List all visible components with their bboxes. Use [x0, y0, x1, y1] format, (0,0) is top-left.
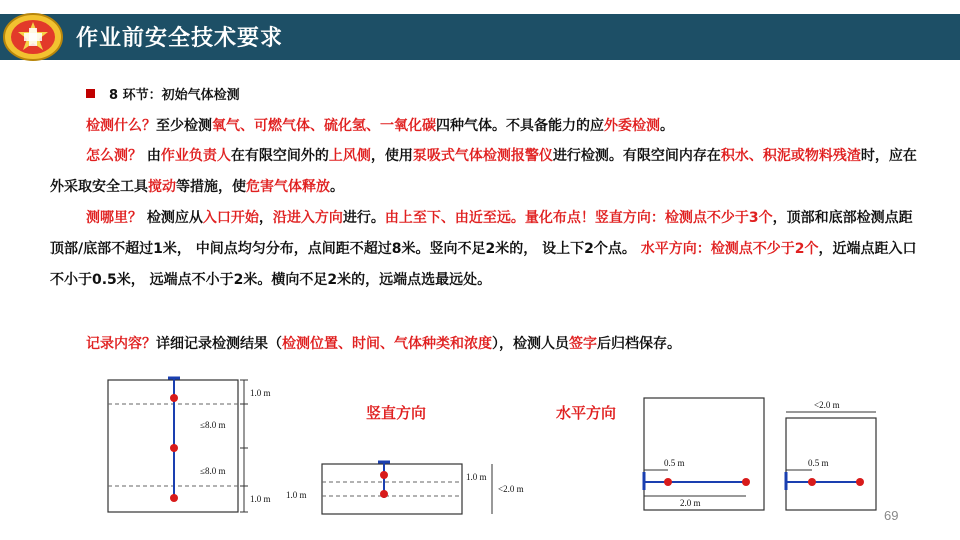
horizontal-narrow-diagram: [784, 394, 884, 516]
dim-label: <2.0 m: [814, 400, 840, 410]
highlight: 沿进入方向: [272, 210, 343, 226]
highlight: 签字: [569, 336, 597, 352]
horizontal-wide-diagram: [630, 394, 780, 516]
text: 进行。: [342, 210, 385, 226]
section-label: 环节：初始气体检测: [122, 88, 240, 103]
highlight: 由上至下、由近至远。量化布点！竖直方向：检测点不少于3个: [384, 210, 773, 226]
text: 由: [142, 148, 161, 164]
highlight: 搅动: [148, 179, 176, 195]
text: 时，应在外采取安全工具: [50, 148, 917, 195]
text: 详细记录检测结果（: [156, 336, 282, 352]
dim-label: 1.0 m: [250, 494, 271, 504]
dim-label: 1.0 m: [466, 472, 487, 482]
dim-label: 1.0 m: [286, 490, 307, 500]
question-where: 测哪里？: [86, 210, 142, 226]
text: ，: [258, 210, 273, 226]
test-point: [170, 494, 178, 502]
highlight: 作业负责人: [160, 148, 231, 164]
highlight: 检测位置、时间、气体种类和浓度: [282, 336, 492, 352]
highlight: 上风侧: [328, 148, 371, 164]
emblem-logo: [2, 8, 64, 62]
text: 在有限空间外的: [230, 148, 329, 164]
text: 后归档保存。: [597, 336, 681, 352]
test-point: [170, 444, 178, 452]
tank-outline: [786, 418, 876, 510]
dim-label: ≤8.0 m: [200, 466, 226, 476]
test-point: [380, 471, 388, 479]
page-title: 作业前安全技术要求: [76, 26, 284, 51]
title-bar: [0, 14, 960, 60]
dim-label: 0.5 m: [808, 458, 829, 468]
paragraph-record: [86, 329, 916, 360]
text: 。: [330, 179, 344, 195]
text: 进行检测。有限空间内存在: [552, 148, 721, 164]
section-number: 8: [109, 88, 119, 103]
vertical-direction-label: 竖直方向: [366, 404, 427, 422]
square-bullet-icon: [86, 89, 95, 98]
test-point: [742, 478, 750, 486]
paragraph-where: [50, 203, 920, 296]
text: 检测应从: [142, 210, 203, 226]
paragraph-what: [86, 111, 916, 142]
test-point: [664, 478, 672, 486]
highlight: 泵吸式气体检测报警仪: [412, 148, 553, 164]
highlight: 危害气体释放: [246, 179, 330, 195]
dim-label: <2.0 m: [498, 484, 524, 494]
text: 。: [660, 118, 674, 134]
text: 至少检测: [156, 118, 212, 134]
paragraph-how: [50, 141, 920, 203]
dim-label: 1.0 m: [250, 388, 271, 398]
text: ，使用: [370, 148, 413, 164]
page-number: 69: [884, 508, 899, 523]
test-point: [808, 478, 816, 486]
horizontal-direction-label: 水平方向: [556, 404, 617, 422]
test-point: [856, 478, 864, 486]
test-point: [380, 490, 388, 498]
question-what: 检测什么？: [86, 118, 156, 134]
section-heading: [86, 84, 240, 103]
tank-outline: [322, 464, 462, 514]
highlight: 外委检测: [604, 118, 660, 134]
text: 等措施，使: [176, 179, 246, 195]
text: ，近端点距入口不小于0.5米， 远端点不小于2米。横向不足2米的，远端点选最远处。: [50, 241, 917, 288]
dim-label: 2.0 m: [680, 498, 701, 508]
text: ，顶部和底部检测点距顶部/底部不超过1米， 中间点均匀分布，点间距不超过8米。竖向不足2米的， 设上下2个点。: [50, 210, 913, 257]
highlight: 入口开始: [202, 210, 259, 226]
question-record: 记录内容？: [86, 336, 156, 352]
question-how: 怎么测？: [86, 148, 142, 164]
highlight: 积水、积泥或物料残渣: [720, 148, 861, 164]
dim-label: ≤8.0 m: [200, 420, 226, 430]
short-tank-diagram: [286, 456, 536, 516]
dim-label: 0.5 m: [664, 458, 685, 468]
text: ），检测人员: [492, 336, 569, 352]
test-point: [170, 394, 178, 402]
highlight: 水平方向：检测点不少于2个: [640, 241, 819, 257]
tank-outline: [644, 398, 764, 510]
gas-list: 氧气、可燃气体、硫化氢、一氧化碳: [212, 118, 436, 134]
text: 四种气体。不具备能力的应: [436, 118, 604, 134]
